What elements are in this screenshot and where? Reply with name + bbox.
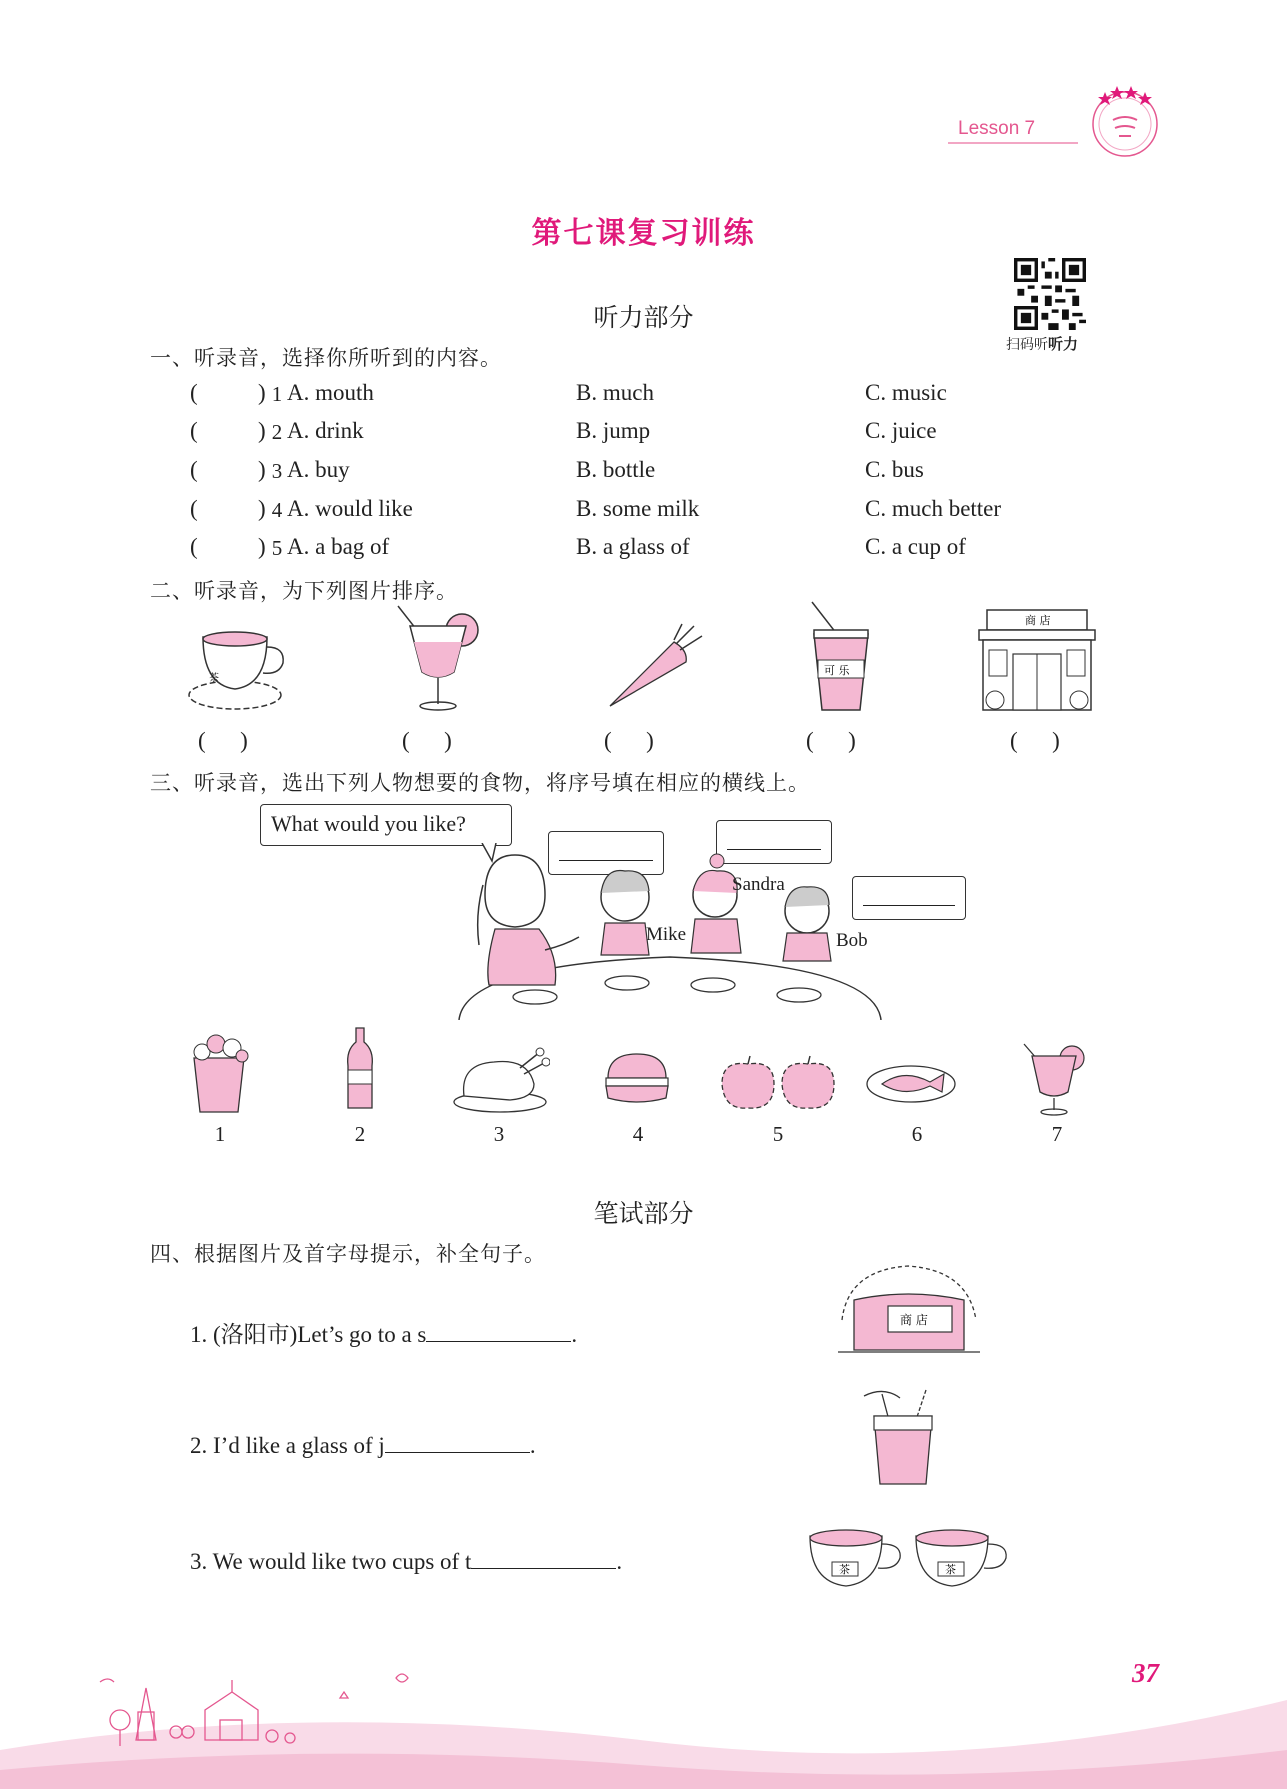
option-b: B. much	[576, 380, 654, 405]
food-number: 2	[354, 1122, 366, 1146]
sentence-2: 2. I’d like a glass of j .	[190, 1430, 536, 1459]
juice-glass-icon	[392, 602, 482, 714]
option-b: B. jump	[576, 418, 651, 443]
svg-text:商 店: 商 店	[1025, 614, 1051, 627]
food-number: 6	[911, 1122, 923, 1146]
order-answer-paren[interactable]: ( )	[402, 728, 452, 753]
svg-text:茶: 茶	[945, 1563, 956, 1576]
hamburger-icon	[604, 1052, 670, 1108]
tea-cup-icon	[806, 1526, 906, 1590]
brand-badge-icon	[1085, 80, 1165, 160]
cola-bottle-icon	[344, 1026, 376, 1112]
option-a: A. a bag of	[287, 534, 390, 559]
answer-paren[interactable]: (	[190, 534, 198, 559]
apples-icon	[718, 1054, 838, 1112]
order-answer-paren[interactable]: ( )	[1010, 728, 1060, 753]
name-sandra: Sandra	[732, 874, 785, 895]
svg-text:商 店: 商 店	[900, 1313, 928, 1327]
part1-heading: 一、听录音，选择你所听到的内容。	[150, 346, 502, 370]
answer-paren[interactable]: (	[190, 496, 198, 521]
name-bob: Bob	[836, 930, 868, 951]
part4-heading: 四、根据图片及首字母提示，补全句子。	[150, 1242, 546, 1266]
header-rule	[948, 142, 1078, 144]
listening-section-title: 听力部分	[593, 303, 694, 332]
tea-cup-icon	[912, 1526, 1012, 1590]
name-mike: Mike	[646, 924, 687, 945]
writing-section-title: 笔试部分	[593, 1199, 694, 1228]
sentence-3: 3. We would like two cups of t .	[190, 1546, 622, 1575]
shop-building-icon	[838, 1260, 980, 1354]
cola-cup-icon	[804, 598, 880, 716]
part2-heading: 二、听录音，为下列图片排序。	[150, 579, 458, 603]
sentence-1: 1. (洛阳市)Let’s go to a s .	[190, 1316, 577, 1349]
option-b: B. bottle	[576, 457, 656, 482]
food-number: 3	[493, 1122, 505, 1146]
food-number: 5	[772, 1122, 784, 1146]
option-c: C. a cup of	[865, 534, 966, 559]
shop-icon	[975, 606, 1100, 714]
option-a: A. would like	[287, 496, 413, 521]
answer-blank[interactable]	[385, 1430, 530, 1453]
fish-dish-icon	[864, 1058, 958, 1106]
option-c: C. juice	[865, 418, 937, 443]
lesson-label: Lesson 7	[958, 118, 1036, 139]
part3-heading: 三、听录音，选出下列人物想要的食物，将序号填在相应的横线上。	[150, 771, 810, 795]
option-a: A. buy	[287, 457, 350, 482]
page-number: 37	[1132, 1658, 1159, 1688]
option-a: A. mouth	[287, 380, 374, 405]
option-b: B. some milk	[576, 496, 700, 521]
popcorn-icon	[186, 1030, 252, 1114]
option-c: C. much better	[865, 496, 1002, 521]
svg-text:可 乐: 可 乐	[824, 664, 850, 677]
answer-blank[interactable]	[426, 1319, 571, 1342]
order-answer-paren[interactable]: ( )	[806, 728, 856, 753]
answer-paren[interactable]: (	[190, 457, 198, 482]
roast-chicken-icon	[450, 1044, 550, 1114]
order-answer-paren[interactable]: ( )	[604, 728, 654, 753]
answer-blank[interactable]	[471, 1546, 616, 1569]
qr-label: 扫码听听力	[1006, 335, 1079, 353]
tea-cup-icon	[185, 625, 295, 715]
answer-paren[interactable]: (	[190, 418, 198, 443]
food-number: 7	[1051, 1122, 1063, 1146]
answer-paren[interactable]: (	[190, 380, 198, 405]
food-number: 1	[214, 1122, 226, 1146]
food-number: 4	[632, 1122, 644, 1146]
qr-code-icon[interactable]	[1014, 258, 1086, 330]
option-c: C. bus	[865, 457, 924, 482]
option-c: C. music	[865, 380, 947, 405]
juice-glass-icon	[860, 1386, 946, 1486]
order-answer-paren[interactable]: ( )	[198, 728, 248, 753]
carrot-icon	[604, 622, 706, 710]
speech-bubble: What would you like?	[260, 804, 512, 846]
svg-text:茶: 茶	[209, 673, 219, 684]
page-title: 第七课复习训练	[531, 216, 756, 251]
footer-wave-decoration	[0, 1640, 1287, 1789]
juice-icon	[1022, 1040, 1088, 1116]
option-b: B. a glass of	[576, 534, 690, 559]
option-a: A. drink	[287, 418, 364, 443]
svg-text:茶: 茶	[839, 1563, 850, 1576]
